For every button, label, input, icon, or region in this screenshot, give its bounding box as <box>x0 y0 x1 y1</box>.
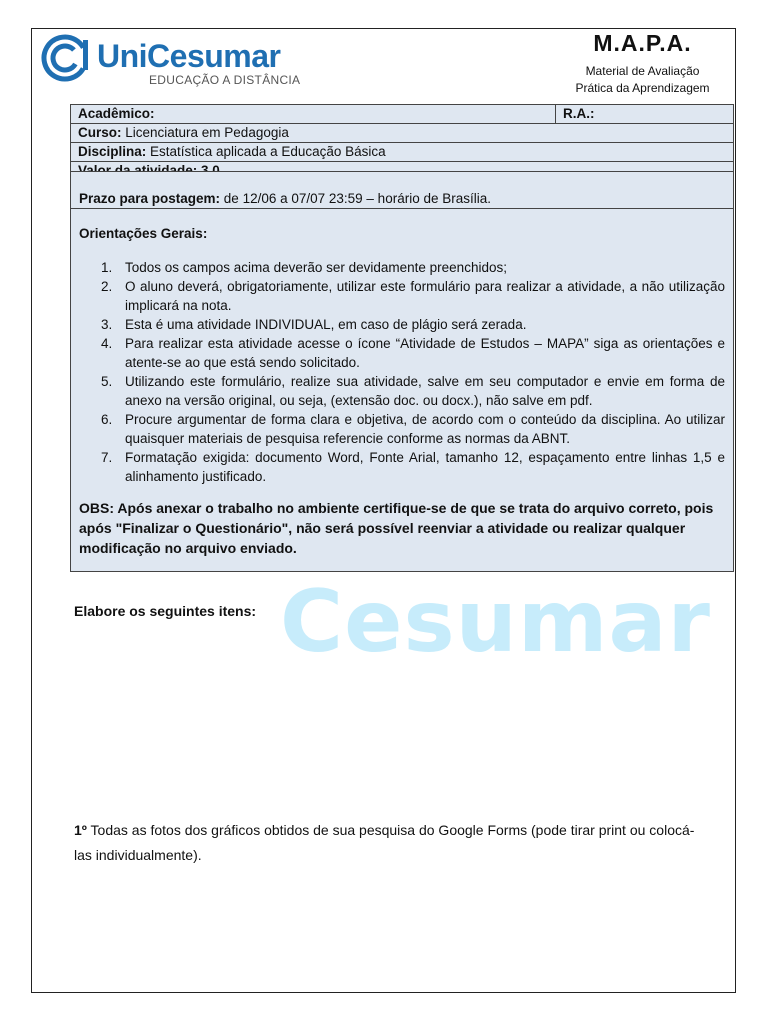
item-text: Todos os campos acima deverão ser devidamente preenchidos; <box>125 260 507 275</box>
item-number: 4. <box>101 336 113 351</box>
item-text: Para realizar esta atividade acesse o ícone “Atividade de Estudos – MAPA” siga as orientações e atente-se ao que está sendo solicitado. <box>125 336 725 370</box>
document-subtitle-line2: Prática da Aprendizagem <box>575 81 710 95</box>
item-number: 3. <box>101 317 113 332</box>
list-item <box>101 277 725 315</box>
deadline <box>79 191 491 206</box>
list-item <box>101 448 725 486</box>
guidelines-box <box>70 171 734 572</box>
document-subtitle-line1: Material de Avaliação <box>585 64 700 78</box>
list-item <box>101 410 725 448</box>
item-text: Procure argumentar de forma clara e objetiva, de acordo com o conteúdo da disciplina. Ao utilizar quaisquer materiais de pesquisa referencie conforme as normas da ABNT. <box>125 412 725 446</box>
question-number: 1º <box>74 822 87 838</box>
logo-subtitle: EDUCAÇÃO A DISTÂNCIA <box>149 73 301 87</box>
academico-field[interactable] <box>71 105 556 124</box>
logo-text: UniCesumar <box>97 38 281 74</box>
item-number: 1. <box>101 260 113 275</box>
question-text: Todas as fotos dos gráficos obtidos de sua pesquisa do Google Forms (pode tirar print ou colocá-las individualmente). <box>74 822 695 863</box>
section-heading: Elabore os seguintes itens: <box>74 603 257 619</box>
cesumar-watermark: Cesumar <box>280 572 711 672</box>
curso-value: Licenciatura em Pedagogia <box>121 125 289 140</box>
guidelines-title: Orientações Gerais: <box>79 226 208 241</box>
list-item <box>101 258 725 277</box>
disciplina-value: Estatística aplicada a Educação Básica <box>146 144 386 159</box>
item-text: Esta é uma atividade INDIVIDUAL, em caso de plágio será zerada. <box>125 317 527 332</box>
mapa-header <box>560 30 725 97</box>
academico-label: Acadêmico: <box>78 106 155 121</box>
item-number: 2. <box>101 279 113 294</box>
disciplina-label: Disciplina: <box>78 144 147 159</box>
unicesumar-logo <box>41 32 331 94</box>
student-info-table <box>70 104 734 181</box>
item-number: 6. <box>101 412 113 427</box>
deadline-label: Prazo para postagem: <box>79 191 221 206</box>
list-item <box>101 372 725 410</box>
item-text: Formatação exigida: documento Word, Fonte Arial, tamanho 12, espaçamento entre linhas 1,5 e alinhamento justificado. <box>125 450 725 484</box>
list-item <box>101 315 725 334</box>
ra-label: R.A.: <box>563 106 595 121</box>
item-text: Utilizando este formulário, realize sua atividade, salve em seu computador e envie em forma de anexo na versão original, ou seja, (extensão doc. ou docx.), não salve em pdf. <box>125 374 725 408</box>
guidelines-list <box>101 258 725 486</box>
disciplina-row <box>71 143 734 162</box>
curso-label: Curso: <box>78 125 122 140</box>
item-text: O aluno deverá, obrigatoriamente, utilizar este formulário para realizar a atividade, a não utilização implicará na nota. <box>125 279 725 313</box>
logo-icon <box>41 34 93 82</box>
curso-row <box>71 124 734 143</box>
ra-field[interactable] <box>556 105 734 124</box>
list-item <box>101 334 725 372</box>
item-number: 7. <box>101 450 113 465</box>
deadline-value: de 12/06 a 07/07 23:59 – horário de Brasília. <box>220 191 491 206</box>
document-title: M.A.P.A. <box>593 30 692 56</box>
observation-note: OBS: Após anexar o trabalho no ambiente certifique-se de que se trata do arquivo correto, pois após "Finalizar o Questionário", não será possível reenviar a atividade ou realizar qualquer modificação no arquivo enviado. <box>79 500 714 556</box>
divider <box>71 208 733 209</box>
question-1 <box>74 818 704 868</box>
item-number: 5. <box>101 374 113 389</box>
